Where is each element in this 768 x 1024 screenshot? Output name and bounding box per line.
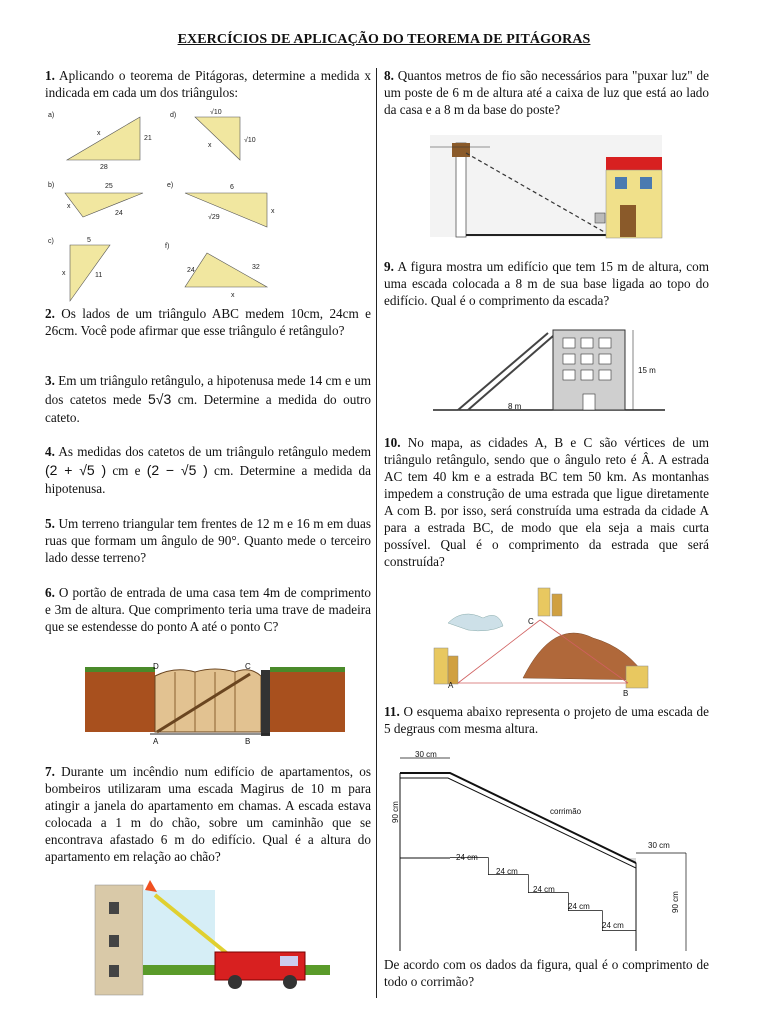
electric-box (595, 213, 605, 223)
city-c (538, 588, 550, 616)
question-text: Quantos metros de fio são necessários para "puxar luz" de um poste de 6 m de altura até a caixa de luz que está ao lado da casa e a 8 m da base do poste? (384, 68, 709, 117)
triangle-b (65, 193, 143, 217)
label-top-30: 30 cm (415, 750, 437, 759)
label-right-30: 30 cm (648, 841, 670, 850)
label-e: e) (167, 182, 174, 189)
label-b-25: 25 (105, 183, 113, 190)
pole-house-figure (430, 135, 662, 243)
label-b: B (245, 737, 251, 746)
building-ladder-figure (433, 328, 665, 418)
ladder (458, 333, 548, 410)
stairs-figure (390, 748, 700, 953)
question-text: No mapa, as cidades A, B e C são vértices de um triângulo retângulo, sendo que o ângulo reto é Â. A estrada AC tem 40 km e a estrada BC tem 50 km. As montanhas impedem a construção de uma estrada que ligue diretamente A com B. por isso, será construída uma estrada da cidade A para a estrada BC, de modo que ela seja a mais curta possível. Qual é o comprimento da estrada que será construída? (384, 435, 709, 569)
fire-icon (145, 880, 157, 892)
transformer (452, 143, 470, 157)
question-text: As medidas dos catetos de um triângulo retângulo medem (54, 444, 371, 459)
triangle-a (67, 117, 140, 160)
question-number: 10. (384, 435, 401, 450)
label-step-3: 24 cm (533, 885, 555, 894)
label-right-90: 90 cm (671, 891, 680, 913)
label-a-28: 28 (100, 164, 108, 171)
label-base: 8 m (508, 402, 522, 411)
question-number: 9. (384, 259, 394, 274)
label-f-32: 32 (252, 264, 260, 271)
gate-post (261, 670, 270, 736)
question-11 (384, 703, 709, 737)
triangle-d (195, 117, 240, 160)
math-expression-2: (2 − √5 ) (146, 462, 208, 478)
label-e-x: x (271, 208, 275, 215)
question-text: O esquema abaixo representa o projeto de uma escada de 5 degraus com mesma altura. (384, 704, 709, 736)
label-c: C (528, 617, 534, 626)
question-9 (384, 258, 709, 309)
question-number: 7. (45, 764, 55, 779)
triangles-figure (45, 105, 285, 305)
question-2 (45, 305, 371, 339)
column-divider (376, 68, 377, 998)
question-number: 5. (45, 516, 55, 531)
city-a (434, 648, 448, 684)
label-a: a) (48, 112, 55, 119)
label-b: b) (48, 182, 55, 189)
question-5 (45, 515, 371, 566)
label-e-29: √29 (208, 214, 220, 221)
label-a: A (448, 681, 454, 690)
label-d: d) (170, 112, 177, 119)
soil-right (270, 670, 345, 732)
question-text: O portão de entrada de uma casa tem 4m de comprimento e 3m de altura. Que comprimento teria uma trave de madeira que se estendesse do ponto A até o ponto C? (45, 585, 371, 634)
label-height: 15 m (638, 366, 656, 375)
question-number: 6. (45, 585, 55, 600)
question-text: Os lados de um triângulo ABC medem 10cm, 24cm e 26cm. Você pode afirmar que esse triângulo é retângulo? (45, 306, 371, 338)
label-f-24: 24 (187, 267, 195, 274)
question-3 (45, 372, 371, 427)
question-text-end: cm. Determine a medida da hipotenusa. (45, 463, 371, 496)
roof (606, 157, 662, 170)
question-1 (45, 67, 371, 101)
question-10 (384, 434, 709, 570)
label-d-side: √10 (244, 137, 256, 144)
label-f-x: x (231, 292, 235, 299)
math-expression-1: (2 + √5 ) (45, 462, 107, 478)
label-b-24: 24 (115, 210, 123, 217)
question-text: Em um triângulo retângulo, a hipotenusa mede 14 cm e um dos catetos mede (45, 373, 371, 407)
label-c: c) (48, 238, 54, 245)
label-b-x: x (67, 203, 71, 210)
label-d-x: x (208, 142, 212, 149)
label-f: f) (165, 243, 170, 250)
question-text-mid: cm e (106, 463, 147, 478)
label-b: B (623, 689, 629, 698)
label-a-21: 21 (144, 135, 152, 142)
label-c: C (245, 662, 251, 671)
label-step-5: 24 cm (602, 921, 624, 930)
fire-truck-figure (95, 880, 330, 997)
question-text: A figura mostra um edifício que tem 15 m de altura, com uma escada colocada a 8 m de sua base ligada ao topo do edifício. Qual é o comprimento da escada? (384, 259, 709, 308)
question-4 (45, 443, 371, 498)
gate-figure (85, 662, 345, 747)
page-title: EXERCÍCIOS DE APLICAÇÃO DO TEOREMA DE PITÁGORAS (177, 32, 591, 47)
map-figure (428, 588, 666, 700)
question-text: De acordo com os dados da figura, qual é o comprimento de todo o corrimão? (384, 957, 709, 989)
question-number: 8. (384, 68, 394, 83)
question-number: 3. (45, 373, 55, 388)
pole (456, 143, 466, 237)
question-text: Aplicando o teorema de Pitágoras, determine a medida x indicada em cada um dos triângulos: (45, 68, 371, 100)
label-a-x: x (97, 130, 101, 137)
question-number: 11. (384, 704, 400, 719)
label-step-2: 24 cm (496, 867, 518, 876)
grass-right (270, 667, 345, 672)
question-number: 1. (45, 68, 55, 83)
question-7 (45, 763, 371, 865)
triangle-e (185, 193, 267, 227)
question-text: Durante um incêndio num edifício de apartamentos, os bombeiros utilizaram uma escada Magirus de 10 m para atingir a janela do apartamento em chamas. A escada estava colocada a 1 m do chão, sobre um caminhão que se encontrava afastado 6 m do edifício. Qual é a altura do apartamento em relação ao chão? (45, 764, 371, 864)
label-step-4: 24 cm (568, 902, 590, 911)
question-8 (384, 67, 709, 118)
grass-left (85, 667, 155, 672)
question-text-end: cm. Determine a medida do outro cateto. (45, 392, 371, 425)
label-step-1: 24 cm (456, 853, 478, 862)
math-expression: 5√3 (147, 391, 172, 407)
question-11-followup (384, 956, 709, 990)
question-number: 4. (45, 444, 55, 459)
label-d: D (153, 662, 159, 671)
label-e-6: 6 (230, 184, 234, 191)
label-a: A (153, 737, 159, 746)
label-c-11: 11 (95, 272, 103, 279)
question-text: Um terreno triangular tem frentes de 12 m e 16 m em duas ruas que formam um ângulo de 90°. Quanto mede o terceiro lado desse terreno? (45, 516, 371, 565)
triangle-c (70, 245, 110, 301)
city-b (626, 666, 648, 688)
soil-left (85, 670, 155, 732)
label-d-top: √10 (210, 109, 222, 116)
label-handrail: corrimão (550, 807, 582, 816)
question-6 (45, 584, 371, 635)
label-c-x: x (62, 270, 66, 277)
label-left-90: 90 cm (391, 801, 400, 823)
label-c-5: 5 (87, 237, 91, 244)
question-number: 2. (45, 306, 55, 321)
